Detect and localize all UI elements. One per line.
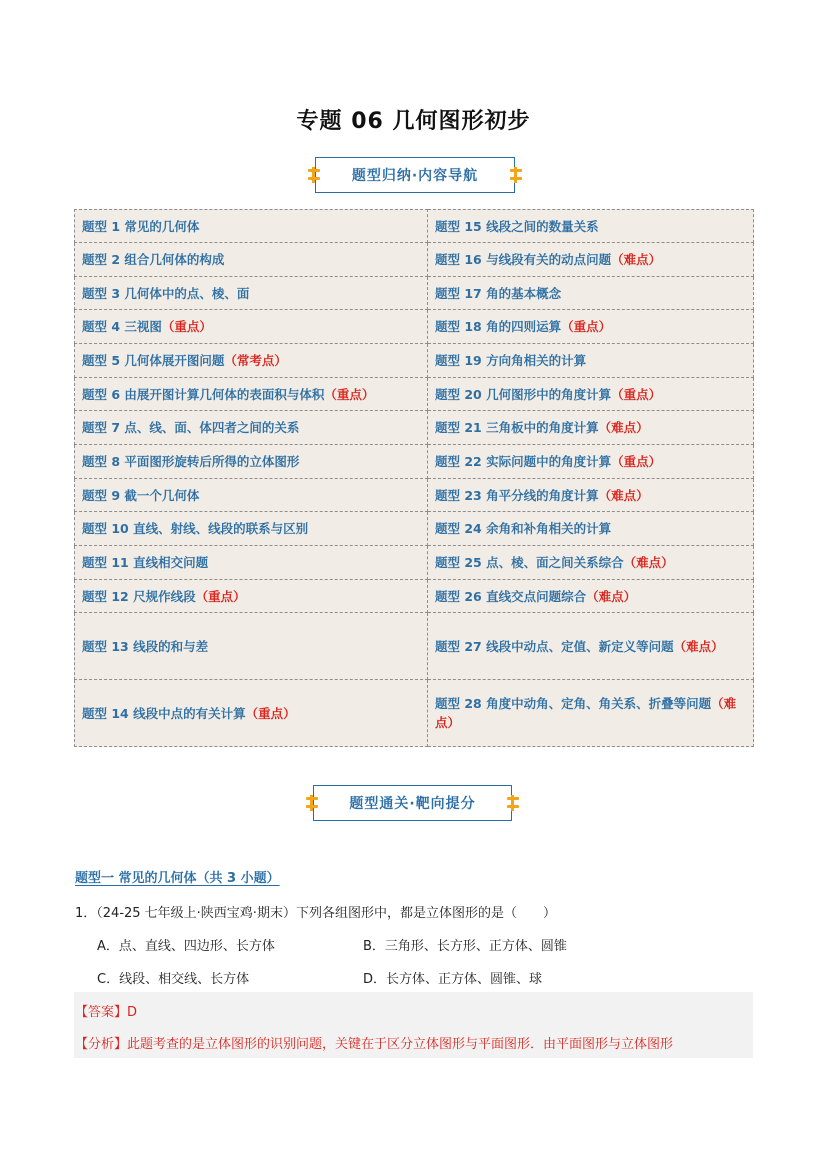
topic-navigation-table [74, 209, 754, 747]
nav-row [75, 546, 754, 580]
nav-item[interactable] [428, 310, 754, 344]
nav-item-label: 题型 20 几何图形中的角度计算 [435, 386, 612, 402]
nav-item-label: 题型 16 与线段有关的动点问题 [435, 252, 612, 267]
nav-item-label: 题型 1 常见的几何体 [82, 218, 200, 234]
nav-item[interactable] [75, 580, 428, 613]
nav-row [75, 512, 754, 546]
nav-item-label: 题型 6 由展开图计算几何体的表面积与体积 [82, 386, 325, 402]
nav-item-label: 题型 22 实际问题中的角度计算 [435, 454, 612, 469]
analysis-line [75, 1033, 673, 1052]
nav-item-label: 题型 25 点、棱、面之间关系综合 [435, 555, 624, 570]
nav-row [75, 243, 754, 277]
nav-item-tag: （重点） [324, 386, 375, 402]
question-text: 1．（24-25 七年级上·陕西宝鸡·期末）下列各组图形中，都是立体图形的是（ ） [75, 906, 556, 921]
nav-item-label: 题型 4 三视图 [82, 319, 162, 334]
banner-label: 题型归纳·内容导航 [351, 168, 479, 184]
nav-item-tag: （重点） [611, 454, 662, 469]
banner-label: 题型通关·靶向提分 [349, 796, 476, 812]
nav-item[interactable] [75, 479, 428, 512]
answer-label: 【答案】 [75, 1005, 128, 1020]
nav-item[interactable] [428, 411, 754, 445]
nav-item-label: 题型 8 平面图形旋转后所得的立体图形 [82, 454, 300, 469]
nav-item-tag: （重点） [195, 588, 246, 604]
nav-item[interactable] [75, 445, 428, 479]
bracket-left-icon [306, 795, 318, 811]
nav-item[interactable] [428, 378, 754, 411]
nav-item[interactable] [75, 310, 428, 344]
bracket-left-icon [308, 167, 320, 183]
nav-item-tag: （难点） [435, 696, 737, 730]
nav-item[interactable] [75, 411, 428, 445]
section-banner-navigation [315, 157, 515, 193]
nav-item-tag: （重点） [611, 386, 662, 402]
nav-item-label: 题型 27 线段中动点、定值、新定义等问题 [435, 638, 674, 654]
nav-item-label: 题型 17 角的基本概念 [435, 285, 562, 301]
nav-item-tag: （难点） [586, 588, 637, 604]
nav-item-label: 题型 12 尺规作线段 [82, 588, 196, 604]
nav-item-label: 题型 23 角平分线的角度计算 [435, 487, 599, 503]
nav-item-tag: （难点） [611, 252, 662, 267]
nav-item-tag: （难点） [623, 555, 674, 570]
option-c: C．线段、相交线、长方体 [97, 972, 250, 987]
nav-item-label: 题型 24 余角和补角相关的计算 [435, 521, 612, 536]
nav-item[interactable] [428, 546, 754, 580]
nav-item[interactable] [428, 344, 754, 378]
nav-row [75, 277, 754, 310]
nav-item-tag: （难点） [673, 638, 724, 654]
nav-item-tag: （重点） [561, 319, 612, 334]
bracket-right-icon [510, 167, 522, 183]
nav-item[interactable] [75, 512, 428, 546]
nav-item[interactable] [428, 580, 754, 613]
nav-item[interactable] [75, 378, 428, 411]
nav-row [75, 411, 754, 445]
nav-item[interactable] [75, 680, 428, 747]
nav-row [75, 210, 754, 243]
nav-item[interactable] [428, 512, 754, 546]
answer-value: D [127, 1005, 138, 1020]
nav-item-tag: （难点） [598, 420, 649, 435]
nav-item[interactable] [428, 479, 754, 512]
nav-item[interactable] [75, 613, 428, 680]
option-a: A．点、直线、四边形、长方体 [97, 939, 275, 954]
nav-item[interactable] [428, 210, 754, 243]
nav-item-label: 题型 19 方向角相关的计算 [435, 353, 587, 368]
nav-row [75, 680, 754, 747]
nav-row [75, 378, 754, 411]
page-title: 专题 06 几何图形初步 [296, 109, 531, 134]
nav-item[interactable] [75, 546, 428, 580]
nav-item-label: 题型 2 组合几何体的构成 [82, 252, 225, 267]
section-banner-practice [313, 785, 512, 821]
nav-item[interactable] [75, 344, 428, 378]
option-b: B．三角形、长方形、正方体、圆锥 [363, 939, 567, 954]
nav-item[interactable] [75, 210, 428, 243]
nav-item-label: 题型 7 点、线、面、体四者之间的关系 [82, 420, 300, 435]
nav-item-label: 题型 5 几何体展开图问题 [82, 353, 225, 368]
nav-row [75, 445, 754, 479]
nav-item-label: 题型 21 三角板中的角度计算 [435, 420, 599, 435]
option-d: D．长方体、正方体、圆锥、球 [363, 972, 543, 987]
nav-row [75, 344, 754, 378]
answer-line [75, 1001, 137, 1020]
nav-item-tag: （难点） [598, 487, 649, 503]
nav-item-tag: （重点） [161, 319, 212, 334]
nav-row [75, 613, 754, 680]
nav-item-label: 题型 13 线段的和与差 [82, 638, 209, 654]
nav-item[interactable] [75, 243, 428, 277]
nav-row [75, 310, 754, 344]
nav-item-label: 题型 10 直线、射线、线段的联系与区别 [82, 521, 309, 536]
nav-item[interactable] [75, 277, 428, 310]
nav-item[interactable] [428, 680, 754, 747]
nav-item[interactable] [428, 445, 754, 479]
analysis-text: 此题考查的是立体图形的识别问题，关键在于区分立体图形与平面图形．由平面图形与立体图形 [127, 1037, 674, 1052]
nav-item[interactable] [428, 277, 754, 310]
nav-item-label: 题型 18 角的四则运算 [435, 319, 562, 334]
nav-item-label: 题型 9 截一个几何体 [82, 487, 200, 503]
nav-row [75, 479, 754, 512]
nav-row [75, 580, 754, 613]
analysis-label: 【分析】 [75, 1037, 128, 1052]
nav-item-label: 题型 26 直线交点问题综合 [435, 588, 587, 604]
nav-item-label: 题型 3 几何体中的点、棱、面 [82, 285, 250, 301]
nav-item[interactable] [428, 243, 754, 277]
nav-item-label: 题型 11 直线相交问题 [82, 555, 209, 570]
bracket-right-icon [507, 795, 519, 811]
nav-item[interactable] [428, 613, 754, 680]
nav-item-label: 题型 28 角度中动角、定角、角关系、折叠等问题 [435, 696, 712, 711]
nav-item-tag: （重点） [245, 705, 296, 721]
nav-item-label: 题型 15 线段之间的数量关系 [435, 218, 599, 234]
nav-item-tag: （常考点） [224, 353, 287, 368]
section-heading: 题型一 常见的几何体（共 3 小题） [75, 871, 280, 886]
nav-item-label: 题型 14 线段中点的有关计算 [82, 705, 246, 721]
